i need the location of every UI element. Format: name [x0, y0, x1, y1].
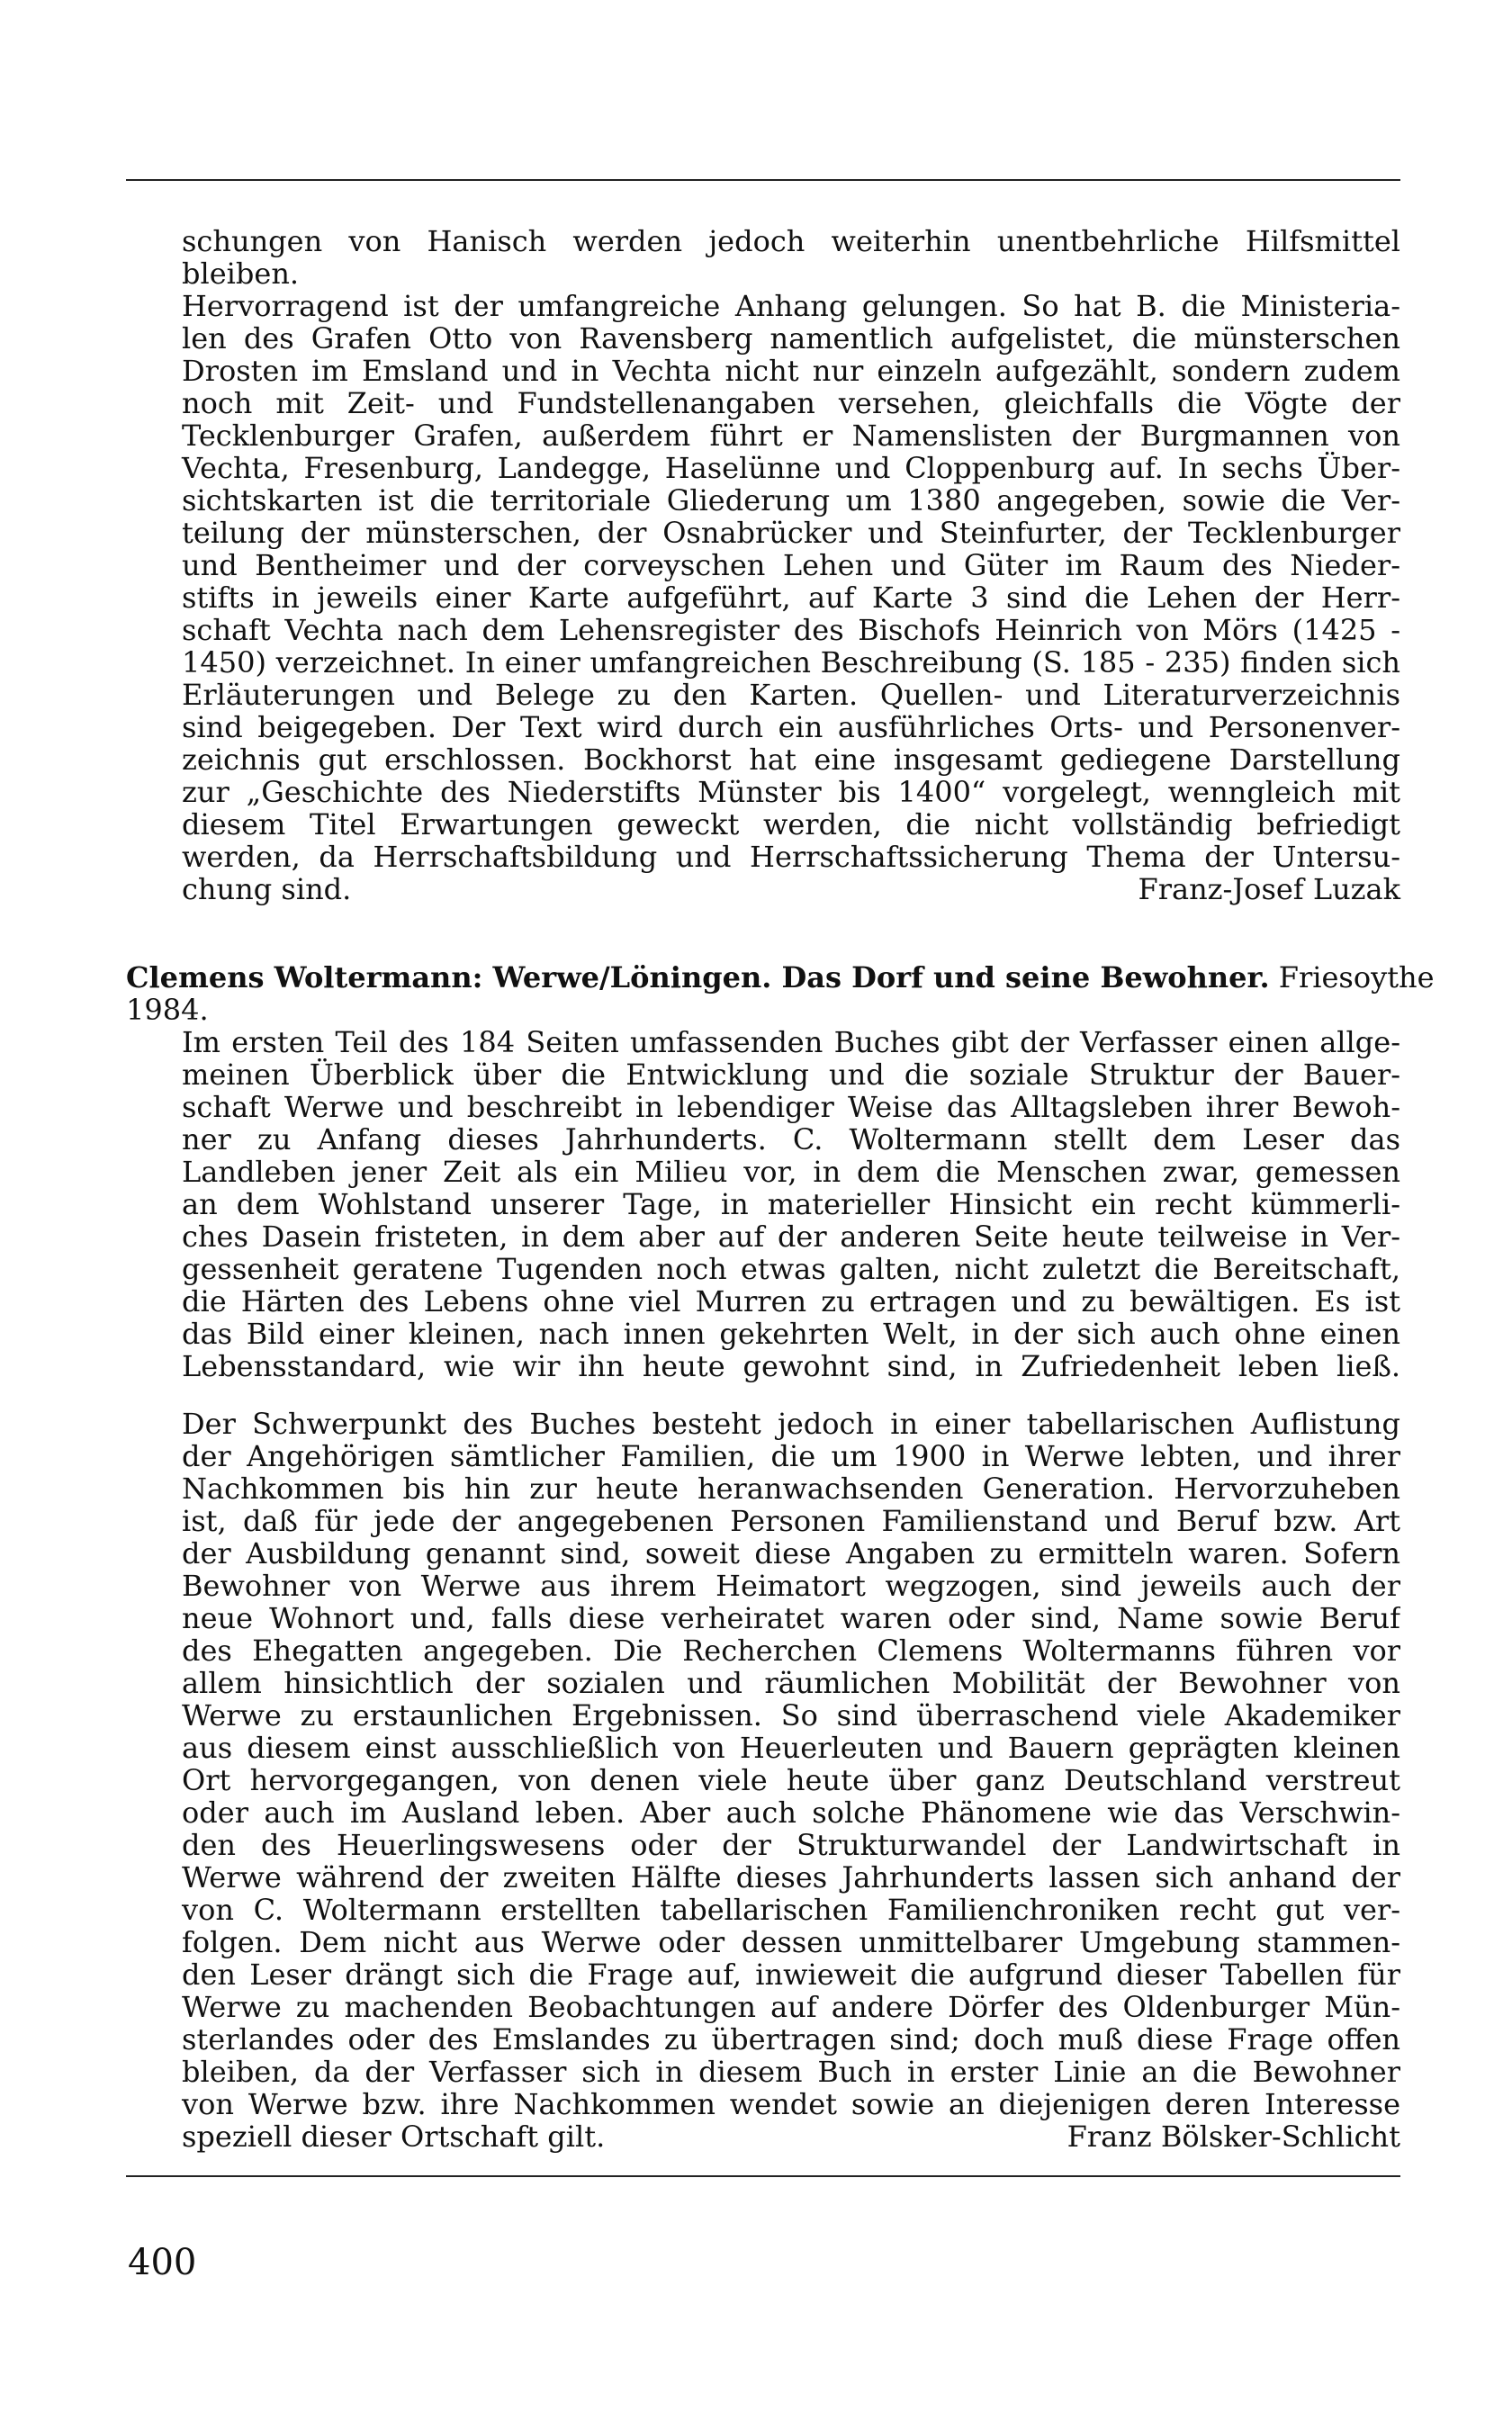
text-line: an dem Wohlstand unserer Tage, in materieller Hinsicht ein recht kümmerli- — [182, 1188, 1400, 1220]
text-line: meinen Überblick über die Entwicklung und die soziale Struktur der Bauer- — [182, 1058, 1400, 1091]
text-line: chung sind. — [182, 872, 352, 906]
reviewer-name: Franz-Josef Luzak — [1138, 872, 1400, 906]
text-line: folgen. Dem nicht aus Werwe oder dessen unmittelbarer Umgebung stammen- — [182, 1926, 1400, 1958]
text-line: Der Schwerpunkt des Buches besteht jedoch in einer tabellarischen Auflistung — [182, 1408, 1400, 1440]
text-line: Werwe während der zweiten Hälfte dieses Jahrhunderts lassen sich anhand der — [182, 1861, 1400, 1894]
page-number: 400 — [128, 2242, 197, 2283]
book-review — [126, 960, 1435, 2154]
text-line: ches Dasein fristeten, in dem aber auf der anderen Seite heute teilweise in Ver- — [182, 1220, 1400, 1253]
text-line: allem hinsichtlich der sozialen und räumlichen Mobilität der Bewohner von — [182, 1667, 1400, 1699]
text-line: teilung der münsterschen, der Osnabrücker und Steinfurter, der Tecklenburger — [182, 517, 1400, 549]
text-line: gessenheit geratene Tugenden noch etwas galten, nicht zuletzt die Bereitschaft, — [182, 1253, 1400, 1285]
text-line: zeichnis gut erschlossen. Bockhorst hat eine insgesamt gediegene Darstellung — [182, 743, 1400, 776]
book-citation: Clemens Woltermann: Werwe/Löningen. Das Dorf und seine Bewohner. — [126, 960, 1270, 994]
text-line: des Ehegatten angegeben. Die Recherchen Clemens Woltermanns führen vor — [182, 1634, 1400, 1667]
text-line: ist, daß für jede der angegebenen Personen Familienstand und Beruf bzw. Art — [182, 1505, 1400, 1537]
text-line: der Ausbildung genannt sind, soweit diese Angaben zu ermitteln waren. Sofern — [182, 1537, 1400, 1570]
text-line: Werwe zu erstaunlichen Ergebnissen. So sind überraschend viele Akademiker — [182, 1699, 1400, 1732]
text-line: schaft Werwe und beschreibt in lebendiger Weise das Alltagsleben ihrer Bewoh- — [182, 1091, 1400, 1123]
text-line: 1450) verzeichnet. In einer umfangreichen Beschreibung (S. 185 - 235) finden sich — [182, 646, 1400, 679]
text-line: Werwe zu machenden Beobachtungen auf andere Dörfer des Oldenburger Mün- — [182, 1991, 1400, 2023]
bottom-rule — [126, 2175, 1400, 2177]
text-line: len des Grafen Otto von Ravensberg namentlich aufgelistet, die münsterschen — [182, 322, 1400, 355]
review-heading — [126, 960, 1435, 994]
previous-review-continuation — [126, 225, 1400, 905]
text-line: das Bild einer kleinen, nach innen gekehrten Welt, in der sich auch ohne einen — [182, 1318, 1400, 1350]
closing-line — [126, 873, 1400, 905]
text-line: ner zu Anfang dieses Jahrhunderts. C. Woltermann stellt dem Leser das — [182, 1123, 1400, 1156]
text-line: oder auch im Ausland leben. Aber auch solche Phänomene wie das Verschwin- — [182, 1796, 1400, 1829]
text-line: Lebensstandard, wie wir ihn heute gewohnt sind, in Zufriedenheit leben ließ. — [182, 1350, 1400, 1382]
text-line: neue Wohnort und, falls diese verheiratet waren oder sind, Name sowie Beruf — [182, 1602, 1400, 1634]
text-line: den Leser drängt sich die Frage auf, inwieweit die aufgrund dieser Tabellen für — [182, 1958, 1400, 1991]
text-line: sterlandes oder des Emslandes zu übertragen sind; doch muß diese Frage offen — [182, 2023, 1400, 2056]
text-line: diesem Titel Erwartungen geweckt werden, die nicht vollständig befriedigt — [182, 808, 1400, 841]
text-line: Nachkommen bis hin zur heute heranwachsenden Generation. Hervorzuheben — [182, 1472, 1400, 1505]
text-line: von Werwe bzw. ihre Nachkommen wendet sowie an diejenigen deren Interesse — [182, 2088, 1400, 2120]
text-line: schungen von Hanisch werden jedoch weiterhin unentbehrliche Hilfsmittel — [182, 225, 1400, 257]
text-line: aus diesem einst ausschließlich von Heuerleuten und Bauern geprägten kleinen — [182, 1732, 1400, 1764]
text-line: Tecklenburger Grafen, außerdem führt er Namenslisten der Burgmannen von — [182, 419, 1400, 452]
publication-year: 1984. — [126, 993, 209, 1027]
text-line: Erläuterungen und Belege zu den Karten. Quellen- und Literaturverzeichnis — [182, 679, 1400, 711]
text-line: noch mit Zeit- und Fundstellenangaben versehen, gleichfalls die Vögte der — [182, 387, 1400, 419]
publication-place: Friesoythe — [1269, 960, 1435, 994]
text-line: der Angehörigen sämtlicher Familien, die um 1900 in Werwe lebten, und ihrer — [182, 1440, 1400, 1472]
reviewer-name: Franz Bölsker-Schlicht — [1066, 2120, 1400, 2154]
text-line: Bewohner von Werwe aus ihrem Heimatort wegzogen, sind jeweils auch der — [182, 1570, 1400, 1602]
text-line: Ort hervorgegangen, von denen viele heute über ganz Deutschland verstreut — [182, 1764, 1400, 1796]
text-line: bleiben, da der Verfasser sich in diesem Buch in erster Linie an die Bewohner — [182, 2056, 1400, 2088]
text-line: stifts in jeweils einer Karte aufgeführt, auf Karte 3 sind die Lehen der Herr- — [182, 581, 1400, 614]
text-line: sichtskarten ist die territoriale Gliederung um 1380 angegeben, sowie die Ver- — [182, 484, 1400, 517]
text-line: den des Heuerlingswesens oder der Strukturwandel der Landwirtschaft in — [182, 1829, 1400, 1861]
text-line: Landleben jener Zeit als ein Milieu vor, in dem die Menschen zwar, gemessen — [182, 1156, 1400, 1188]
text-line: Drosten im Emsland und in Vechta nicht nur einzeln aufgezählt, sondern zudem — [182, 355, 1400, 387]
text-line: und Bentheimer und der corveyschen Lehen und Güter im Raum des Nieder- — [182, 549, 1400, 581]
text-line: bleiben. — [182, 256, 300, 291]
text-line: werden, da Herrschaftsbildung und Herrschaftssicherung Thema der Untersu- — [182, 841, 1400, 873]
text-line: speziell dieser Ortschaft gilt. — [182, 2120, 606, 2154]
text-line: sind beigegeben. Der Text wird durch ein ausführliches Orts- und Personenver- — [182, 711, 1400, 743]
text-line: schaft Vechta nach dem Lehensregister des Bischofs Heinrich von Mörs (1425 - — [182, 614, 1400, 646]
text-line: Vechta, Fresenburg, Landegge, Haselünne und Cloppenburg auf. In sechs Über- — [182, 452, 1400, 484]
top-rule — [126, 179, 1400, 181]
text-line: Hervorragend ist der umfangreiche Anhang gelungen. So hat B. die Ministeria- — [182, 290, 1400, 322]
text-line: von C. Woltermann erstellten tabellarischen Familienchroniken recht gut ver- — [182, 1894, 1400, 1926]
text-line: Im ersten Teil des 184 Seiten umfassenden Buches gibt der Verfasser einen allge- — [182, 1026, 1400, 1058]
closing-line — [126, 2120, 1400, 2153]
text-line: zur „Geschichte des Niederstifts Münster bis 1400“ vorgelegt, wenngleich mit — [182, 776, 1400, 808]
text-line: die Härten des Lebens ohne viel Murren zu ertragen und zu bewältigen. Es ist — [182, 1285, 1400, 1318]
